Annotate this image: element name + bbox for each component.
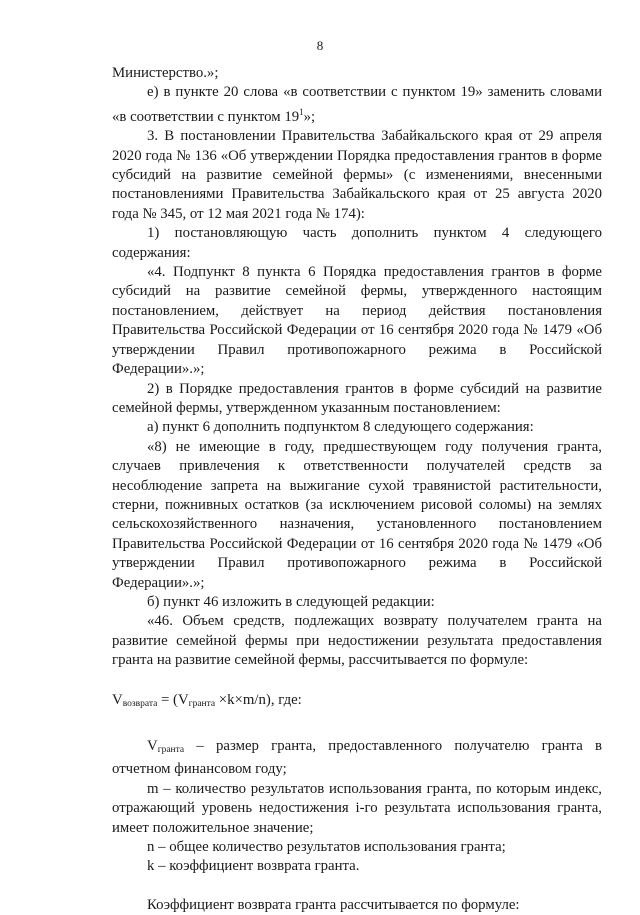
formula-text: = (V xyxy=(157,691,189,708)
paragraph: Коэффициент возврата гранта рассчитывается по формуле: xyxy=(147,896,520,913)
document-body xyxy=(112,64,602,915)
formula-subscript: гранта xyxy=(188,698,216,709)
paragraph: «8) не имеющие в году, предшествующем году получения гранта, случаев привлечения к ответственности получателей средств за несоблюдение запрета на выжигание сухой травянистой растительности, стерни, пожнивных остатков (за исключением рисовой соломы) на землях сельскохозяйственного назначения, установленного постановлением Правительства Российской Федерации от 16 сентября 2020 года № 1479 «Об утверждении Правил противопожарного режима в Российской Федерации».»; xyxy=(112,438,602,591)
paragraph: n – общее количество результатов использования гранта; xyxy=(147,839,506,856)
paragraph xyxy=(112,83,602,127)
paragraph-text: – размер гранта, предоставленного получателю гранта в отчетном финансовом году; xyxy=(112,738,602,778)
formula xyxy=(112,691,602,714)
paragraph-text: е) в пункте 20 слова «в соответствии с пунктом 19» заменить словами «в соответствии с пунктом 19 xyxy=(112,84,602,125)
paragraph: 3. В постановлении Правительства Забайкальского края от 29 апреля 2020 года № 136 «Об утверждении Порядка предоставления грантов в форме субсидий на развитие семейной фермы» (с изменениями, внесенными постановлениями Правительства Забайкальского края от 25 августа 2020 года № 345, от 12 мая 2021 года № 174): xyxy=(112,128,602,222)
formula-text: ×k×m/n), где: xyxy=(215,691,302,708)
paragraph xyxy=(112,737,602,780)
paragraph: 1) постановляющую часть дополнить пунктом 4 следующего содержания: xyxy=(112,225,602,261)
paragraph: 2) в Порядке предоставления грантов в форме субсидий на развитие семейной фермы, утвержденном указанным постановлением: xyxy=(112,380,602,416)
paragraph-text: »; xyxy=(303,108,316,125)
paragraph: Министерство.»; xyxy=(112,65,219,81)
paragraph: «46. Объем средств, подлежащих возврату получателем гранта на развитие семейной фермы при недостижении результата предоставления гранта на развитие семейной фермы, рассчитывается по формуле: xyxy=(112,613,602,669)
paragraph: а) пункт 6 дополнить подпунктом 8 следующего содержания: xyxy=(147,419,534,436)
definition-symbol: V xyxy=(147,738,158,754)
spacer xyxy=(112,877,602,896)
paragraph: б) пункт 46 изложить в следующей редакции: xyxy=(147,593,435,610)
page-number: 8 xyxy=(316,38,324,53)
paragraph: «4. Подпункт 8 пункта 6 Порядка предоставления грантов в форме субсидий на развитие семейной фермы, утвержденного настоящим постановлением, действует на период действия постановления Правительства Российской Федерации от 16 сентября 2020 года № 1479 «Об утверждении Правил противопожарного режима в Российской Федерации».»; xyxy=(112,264,602,378)
paragraph: k – коэффициент возврата гранта. xyxy=(147,858,360,875)
definition-subscript: гранта xyxy=(157,745,185,755)
formula-subscript: возврата xyxy=(122,698,158,709)
formula-symbol: V xyxy=(112,691,123,708)
paragraph: m – количество результатов использования гранта, по которым индекс, отражающий уровень недостижения i-го результата использования гранта, имеет положительное значение; xyxy=(112,780,602,836)
superscript: 1 xyxy=(299,106,304,117)
